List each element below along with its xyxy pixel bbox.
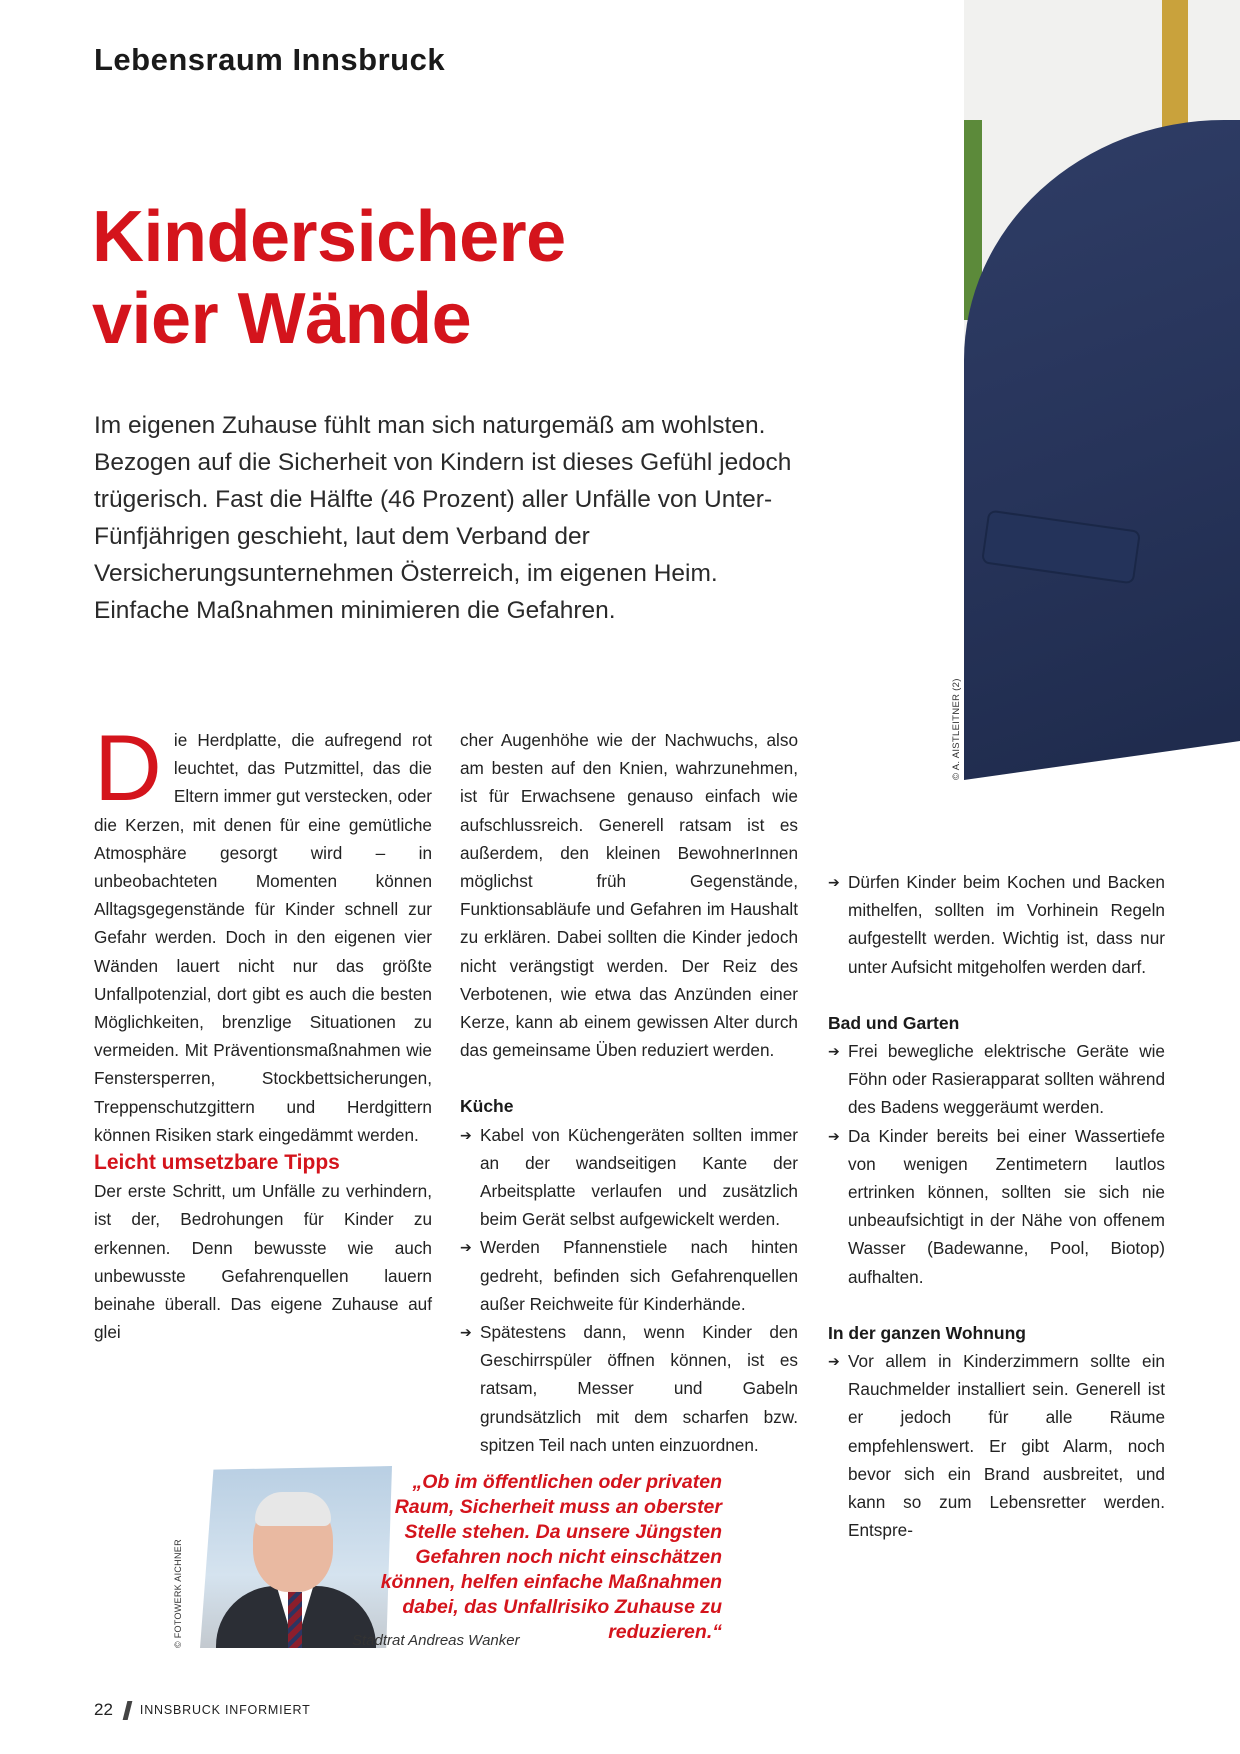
page-number: 22 bbox=[94, 1700, 113, 1719]
whole-home-tip: ➔ Vor allem in Kinderzimmern sollte ein Rauchmelder installiert sein. Generell ist er jedoch für alle Räume empfehlenswert. Er gibt Alarm, noch bevor sich ein Brand ausbreitet, und kann so zum Lebensretter werden. Entspre- bbox=[828, 1347, 1165, 1544]
magazine-name: INNSBRUCK INFORMIERT bbox=[139, 1703, 311, 1717]
photo-suit-shoulder bbox=[964, 120, 1240, 780]
tips-heading: Leicht umsetzbare Tipps bbox=[94, 1151, 340, 1175]
photo-credit: © A. AISTLEITNER (2) bbox=[951, 678, 962, 780]
kitchen-heading: Küche bbox=[460, 1096, 514, 1117]
bath-garden-tip: ➔ Frei bewegliche elektrische Geräte wie Föhn oder Rasierapparat sollten während des Badens weggeräumt werden. bbox=[828, 1037, 1165, 1122]
whole-home-heading: In der ganzen Wohnung bbox=[828, 1322, 1026, 1343]
intro-paragraph bbox=[94, 715, 432, 1149]
kitchen-tip: ➔ Kabel von Küchengeräten sollten immer an der wandseitigen Kante der Arbeitsplatte verlaufen und zusätzlich beim Gerät selbst aufgewickelt werden. bbox=[460, 1121, 798, 1234]
drop-cap: D bbox=[94, 715, 162, 820]
pull-quote: „Ob im öffentlichen oder privaten Raum, Sicherheit muss an oberster Stelle stehen. Da unsere Jüngsten Gefahren noch nicht einschätzen können, helfen einfache Maßnahmen dabei, das Unfallrisiko Zuhause zu reduzieren.“ bbox=[380, 1471, 722, 1643]
kitchen-tips-list bbox=[460, 1121, 798, 1459]
tips-intro-part-2: cher Augenhöhe wie der Nachwuchs, also am besten auf den Knien, wahrzunehmen, ist für Erwachsene genauso einfach wie aufschlussreich. Generell ratsam ist es außerdem, den kleinen BewohnerInnen möglichst früh Gegenstände, Funktionsabläufe und Gefahren im Haushalt zu erklären. Dabei sollten die Kinder jedoch nicht verängstigt werden. Der Reiz des Verbotenen, wie etwa das Anzünden einer Kerze, kann ab einem gewissen Alter durch das gemeinsame Üben reduziert werden. bbox=[460, 730, 798, 1061]
portrait-credit: © FOTOWERK AICHNER bbox=[173, 1539, 183, 1648]
article-headline bbox=[92, 196, 566, 360]
bath-garden-heading: Bad und Garten bbox=[828, 1012, 960, 1033]
bath-garden-tip: ➔ Da Kinder bereits bei einer Wassertiefe von wenigen Zentimetern lautlos ertrinken können, sollten sie sich nie unbeaufsichtigt in der Nähe von offenem Wasser (Badewanne, Pool, Biotop) aufhalten. bbox=[828, 1122, 1165, 1291]
kitchen-tip bbox=[460, 1318, 798, 1459]
portrait-hair bbox=[255, 1492, 331, 1526]
footer-slash-divider bbox=[123, 1701, 133, 1720]
tips-intro-part-1: Der erste Schritt, um Unfälle zu verhindern, ist der, Bedrohungen für Kinder zu erkennen. Denn bewusste wie auch unbewusste Gefahrenquellen lauern beinahe überall. Das eigene Zuhause auf glei bbox=[94, 1181, 432, 1343]
page-footer bbox=[94, 1700, 311, 1720]
photo-frame-detail bbox=[1162, 0, 1188, 130]
article-column-3 bbox=[828, 868, 1165, 1544]
quote-author: Stadtrat Andreas Wanker bbox=[352, 1632, 520, 1649]
kitchen-tips-list-cont bbox=[828, 868, 1165, 981]
article-lead: Im eigenen Zuhause fühlt man sich naturgemäß am wohlsten. Bezogen auf die Sicherheit von Kindern ist dieses Gefühl jedoch trügerisch. Fast die Hälfte (46 Prozent) aller Unfälle von Unter-Fünfjährigen geschieht, laut dem Verband der Versicherungsunternehmen Österreich, im eigenen Heim. Einfache Maßnahmen minimieren die Gefahren. bbox=[94, 412, 792, 624]
header-photo bbox=[964, 0, 1240, 780]
article-column-2 bbox=[460, 726, 798, 1459]
section-title: Lebensraum Innsbruck bbox=[94, 42, 446, 77]
portrait-tie bbox=[288, 1592, 302, 1648]
article-column-1 bbox=[94, 715, 432, 1346]
whole-home-tips-list bbox=[828, 1347, 1165, 1544]
intro-body: ie Herdplatte, die aufregend rot leuchtet, das Putzmittel, das die Eltern immer gut verstecken, oder die Kerzen, mit denen für eine gemütliche Atmosphäre gesorgt wird – in unbeobachteten Momenten können Alltagsgegenstände für Kinder schnell zur Gefahr werden. Doch in den eigenen vier Wänden lauert nicht nur das größte Unfallpotenzial, dort gibt es auch die besten Möglichkeiten, brenzlige Situationen zu vermeiden. Mit Präventionsmaßnahmen wie Fenstersperren, Stockbettsicherungen, Treppenschutzgittern und Herdgittern können Risiken stark eingedämmt werden. bbox=[94, 730, 432, 1145]
bath-garden-tips-list bbox=[828, 1037, 1165, 1291]
kitchen-tip: ➔ Dürfen Kinder beim Kochen und Backen mithelfen, sollten im Vorhinein Regeln aufgestellt werden. Wichtig ist, dass nur unter Aufsicht mitgeholfen werden darf. bbox=[828, 868, 1165, 981]
kitchen-tip: ➔ Werden Pfannenstiele nach hinten gedreht, befinden sich Gefahrenquellen außer Reichweite für Kinderhände. bbox=[460, 1233, 798, 1318]
headline-line-2: vier Wände bbox=[92, 279, 472, 359]
kitchen-tip-dishwasher: Spätestens dann, wenn Kinder den Geschirrspüler öffnen können, ist es ratsam, Messer und Gabeln grundsätzlich mit dem scharfen bzw. spitzen Teil nach unten einzuordnen. bbox=[480, 1322, 798, 1455]
headline-line-1: Kindersichere bbox=[92, 197, 566, 277]
